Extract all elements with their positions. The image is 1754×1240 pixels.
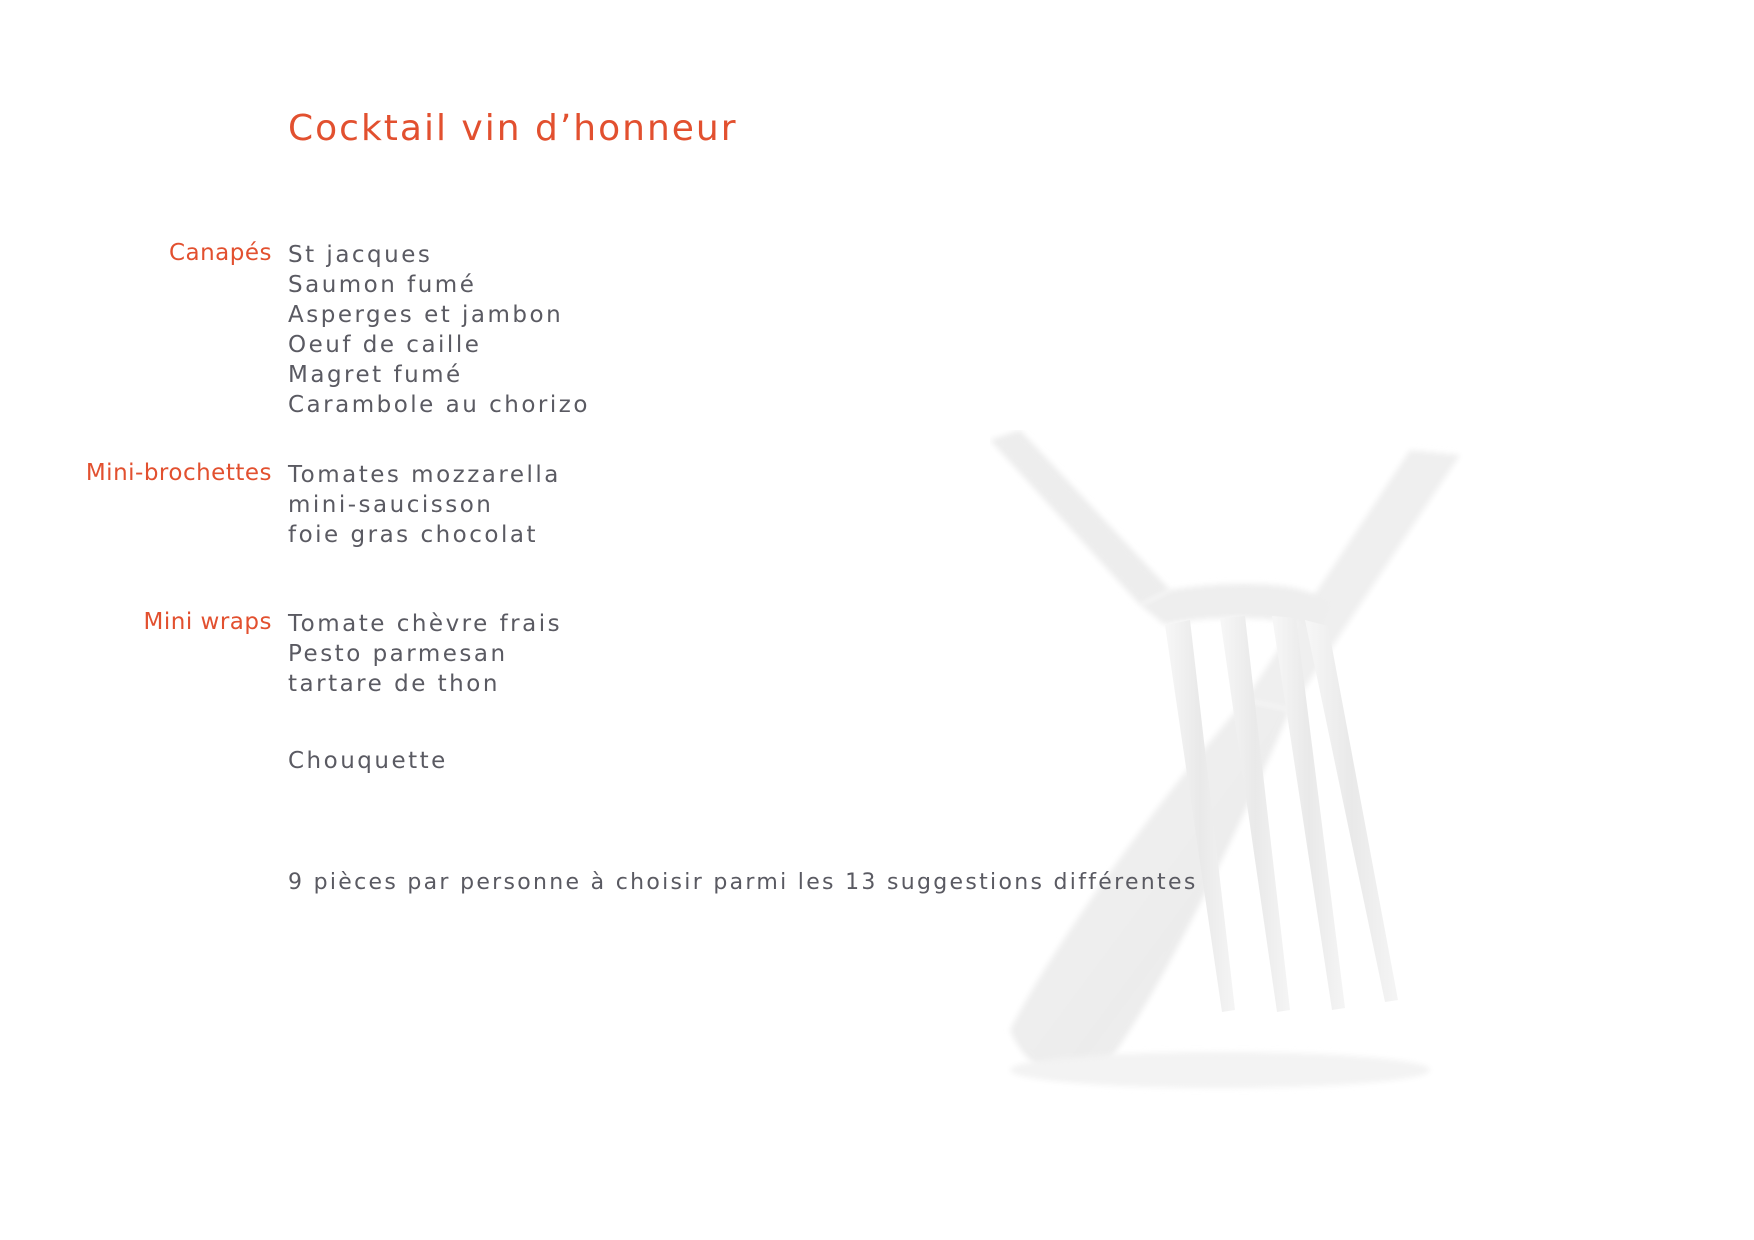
list-item: Carambole au chorizo xyxy=(288,392,590,418)
canapes-list xyxy=(288,240,590,420)
list-item: mini-saucisson xyxy=(288,492,494,518)
section-label-canapes: Canapés xyxy=(168,240,272,266)
list-item: Saumon fumé xyxy=(288,272,477,298)
mini-brochettes-list xyxy=(288,460,561,550)
list-item: Tomates mozzarella xyxy=(288,462,561,488)
footer-note: 9 pièces par personne à choisir parmi les 13 suggestions différentes xyxy=(288,870,1198,895)
list-item: foie gras chocolat xyxy=(288,522,538,548)
extra-item: Chouquette xyxy=(288,748,448,774)
list-item: tartare de thon xyxy=(288,671,500,697)
page-title: Cocktail vin d’honneur xyxy=(288,108,738,149)
list-item: Tomate chèvre frais xyxy=(288,611,563,637)
section-label-mini-wraps: Mini wraps xyxy=(143,609,272,635)
list-item: Magret fumé xyxy=(288,362,463,388)
mini-wraps-list xyxy=(288,609,562,699)
list-item: Asperges et jambon xyxy=(288,302,564,328)
list-item: St jacques xyxy=(288,242,433,268)
list-item: Pesto parmesan xyxy=(288,641,508,667)
section-label-mini-brochettes: Mini-brochettes xyxy=(85,460,272,486)
list-item: Oeuf de caille xyxy=(288,332,482,358)
fork-and-knife-icon xyxy=(990,430,1510,1110)
